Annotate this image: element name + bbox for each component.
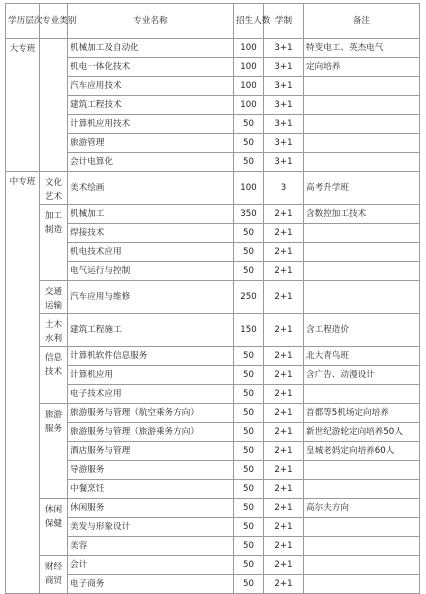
quota-cell: 50 — [234, 556, 264, 575]
duration-cell: 2+1 — [264, 366, 304, 385]
enrollment-table — [5, 3, 420, 594]
remarks-cell — [304, 243, 420, 262]
remarks-cell: 首都等5机场定向培养 — [304, 404, 420, 423]
major-cell: 建筑工程施工 — [68, 314, 234, 347]
quota-cell: 100 — [234, 77, 264, 96]
quota-cell: 50 — [234, 518, 264, 537]
quota-cell: 50 — [234, 347, 264, 366]
major-cell: 汽车应用技术 — [68, 77, 234, 96]
table-row — [6, 385, 420, 404]
level-cell: 大专班 — [6, 39, 40, 172]
major-cell: 美容 — [68, 537, 234, 556]
major-cell: 酒店服务与管理 — [68, 442, 234, 461]
major-cell: 美发与形象设计 — [68, 518, 234, 537]
table-row — [6, 172, 420, 205]
remarks-cell — [304, 96, 420, 115]
duration-cell: 2+1 — [264, 385, 304, 404]
major-cell: 电子技术应用 — [68, 385, 234, 404]
table-row — [6, 314, 420, 347]
table-row — [6, 281, 420, 314]
category-cell: 旅游服务 — [40, 404, 68, 499]
major-cell: 计算机应用 — [68, 366, 234, 385]
table-row — [6, 262, 420, 281]
table-row — [6, 518, 420, 537]
table-row — [6, 96, 420, 115]
major-cell: 旅游管理 — [68, 134, 234, 153]
duration-cell: 3+1 — [264, 115, 304, 134]
quota-cell: 100 — [234, 172, 264, 205]
remarks-cell: 含广告、动漫设计 — [304, 366, 420, 385]
remarks-cell — [304, 153, 420, 172]
duration-cell: 2+1 — [264, 499, 304, 518]
header-category: 专业类别 — [40, 4, 68, 39]
quota-cell: 100 — [234, 39, 264, 58]
quota-cell: 50 — [234, 385, 264, 404]
remarks-cell — [304, 556, 420, 575]
major-cell: 建筑工程技术 — [68, 96, 234, 115]
table-row — [6, 347, 420, 366]
quota-cell: 50 — [234, 461, 264, 480]
remarks-cell: 含数控加工技术 — [304, 205, 420, 224]
quota-cell: 100 — [234, 96, 264, 115]
table-row — [6, 153, 420, 172]
quota-cell: 50 — [234, 134, 264, 153]
remarks-cell: 高考升学班 — [304, 172, 420, 205]
quota-cell: 50 — [234, 480, 264, 499]
table-row — [6, 115, 420, 134]
table-row — [6, 404, 420, 423]
duration-cell: 2+1 — [264, 205, 304, 224]
remarks-cell — [304, 537, 420, 556]
table-row — [6, 499, 420, 518]
duration-cell: 3+1 — [264, 58, 304, 77]
level-cell: 中专班 — [6, 172, 40, 594]
quota-cell: 50 — [234, 153, 264, 172]
duration-cell: 2+1 — [264, 480, 304, 499]
category-cell: 信息技术 — [40, 347, 68, 404]
major-cell: 会计 — [68, 556, 234, 575]
enrollment-table-container — [5, 3, 420, 594]
remarks-cell: 新世纪游轮定向培养50人 — [304, 423, 420, 442]
table-row — [6, 205, 420, 224]
header-row — [6, 4, 420, 39]
duration-cell: 2+1 — [264, 243, 304, 262]
remarks-cell — [304, 134, 420, 153]
duration-cell: 2+1 — [264, 461, 304, 480]
remarks-cell — [304, 224, 420, 243]
remarks-cell — [304, 518, 420, 537]
remarks-cell: 皇城老妈定向培养60人 — [304, 442, 420, 461]
major-cell: 旅游服务与管理（旅游乘务方向） — [68, 423, 234, 442]
major-cell: 机电一体化技术 — [68, 58, 234, 77]
duration-cell: 2+1 — [264, 575, 304, 594]
table-row — [6, 366, 420, 385]
remarks-cell — [304, 262, 420, 281]
enrollment-table-body — [6, 4, 420, 594]
table-row — [6, 243, 420, 262]
quota-cell: 50 — [234, 404, 264, 423]
major-cell: 休闲服务 — [68, 499, 234, 518]
remarks-cell: 高尔夫方向 — [304, 499, 420, 518]
duration-cell: 3+1 — [264, 96, 304, 115]
duration-cell: 2+1 — [264, 556, 304, 575]
quota-cell: 100 — [234, 58, 264, 77]
category-cell — [40, 39, 68, 172]
table-row — [6, 58, 420, 77]
duration-cell: 3+1 — [264, 39, 304, 58]
quota-cell: 50 — [234, 575, 264, 594]
table-row — [6, 39, 420, 58]
quota-cell: 250 — [234, 281, 264, 314]
quota-cell: 50 — [234, 442, 264, 461]
major-cell: 电子商务 — [68, 575, 234, 594]
quota-cell: 50 — [234, 366, 264, 385]
quota-cell: 50 — [234, 243, 264, 262]
major-cell: 机械加工 — [68, 205, 234, 224]
major-cell: 会计电算化 — [68, 153, 234, 172]
duration-cell: 2+1 — [264, 224, 304, 243]
remarks-cell — [304, 115, 420, 134]
category-cell: 文化艺术 — [40, 172, 68, 205]
remarks-cell — [304, 281, 420, 314]
duration-cell: 2+1 — [264, 262, 304, 281]
remarks-cell — [304, 385, 420, 404]
major-cell: 机电技术应用 — [68, 243, 234, 262]
quota-cell: 50 — [234, 499, 264, 518]
duration-cell: 3+1 — [264, 153, 304, 172]
duration-cell: 2+1 — [264, 518, 304, 537]
table-row — [6, 224, 420, 243]
remarks-cell: 特变电工、英杰电气 — [304, 39, 420, 58]
major-cell: 机械加工及自动化 — [68, 39, 234, 58]
category-cell: 加工制造 — [40, 205, 68, 281]
quota-cell: 50 — [234, 115, 264, 134]
remarks-cell — [304, 461, 420, 480]
major-cell: 旅游服务与管理（航空乘务方向） — [68, 404, 234, 423]
header-remarks: 备注 — [304, 4, 420, 39]
remarks-cell: 北大青鸟班 — [304, 347, 420, 366]
duration-cell: 2+1 — [264, 442, 304, 461]
header-major: 专业名称 — [68, 4, 234, 39]
duration-cell: 3+1 — [264, 134, 304, 153]
major-cell: 焊接技术 — [68, 224, 234, 243]
remarks-cell — [304, 575, 420, 594]
duration-cell: 3 — [264, 172, 304, 205]
table-row — [6, 134, 420, 153]
duration-cell: 3+1 — [264, 77, 304, 96]
quota-cell: 50 — [234, 262, 264, 281]
table-row — [6, 77, 420, 96]
table-row — [6, 423, 420, 442]
duration-cell: 2+1 — [264, 347, 304, 366]
major-cell: 导游服务 — [68, 461, 234, 480]
table-row — [6, 556, 420, 575]
duration-cell: 2+1 — [264, 423, 304, 442]
duration-cell: 2+1 — [264, 404, 304, 423]
duration-cell: 2+1 — [264, 281, 304, 314]
table-row — [6, 461, 420, 480]
category-cell: 财经商贸 — [40, 556, 68, 594]
category-cell: 休闲保健 — [40, 499, 68, 556]
remarks-cell — [304, 480, 420, 499]
major-cell: 中餐烹饪 — [68, 480, 234, 499]
header-duration: 学制 — [264, 4, 304, 39]
header-level: 学历层次 — [6, 4, 40, 39]
category-cell: 交通运输 — [40, 281, 68, 314]
quota-cell: 50 — [234, 423, 264, 442]
major-cell: 汽车应用与维修 — [68, 281, 234, 314]
remarks-cell — [304, 77, 420, 96]
table-row — [6, 575, 420, 594]
major-cell: 计算机软件信息服务 — [68, 347, 234, 366]
quota-cell: 50 — [234, 537, 264, 556]
remarks-cell: 含工程造价 — [304, 314, 420, 347]
duration-cell: 2+1 — [264, 537, 304, 556]
quota-cell: 150 — [234, 314, 264, 347]
table-row — [6, 537, 420, 556]
quota-cell: 50 — [234, 224, 264, 243]
major-cell: 电气运行与控制 — [68, 262, 234, 281]
remarks-cell: 定向培养 — [304, 58, 420, 77]
major-cell: 计算机应用技术 — [68, 115, 234, 134]
table-row — [6, 442, 420, 461]
header-quota: 招生人数 — [234, 4, 264, 39]
table-row — [6, 480, 420, 499]
major-cell: 美术绘画 — [68, 172, 234, 205]
quota-cell: 350 — [234, 205, 264, 224]
category-cell: 土木水利 — [40, 314, 68, 347]
duration-cell: 2+1 — [264, 314, 304, 347]
